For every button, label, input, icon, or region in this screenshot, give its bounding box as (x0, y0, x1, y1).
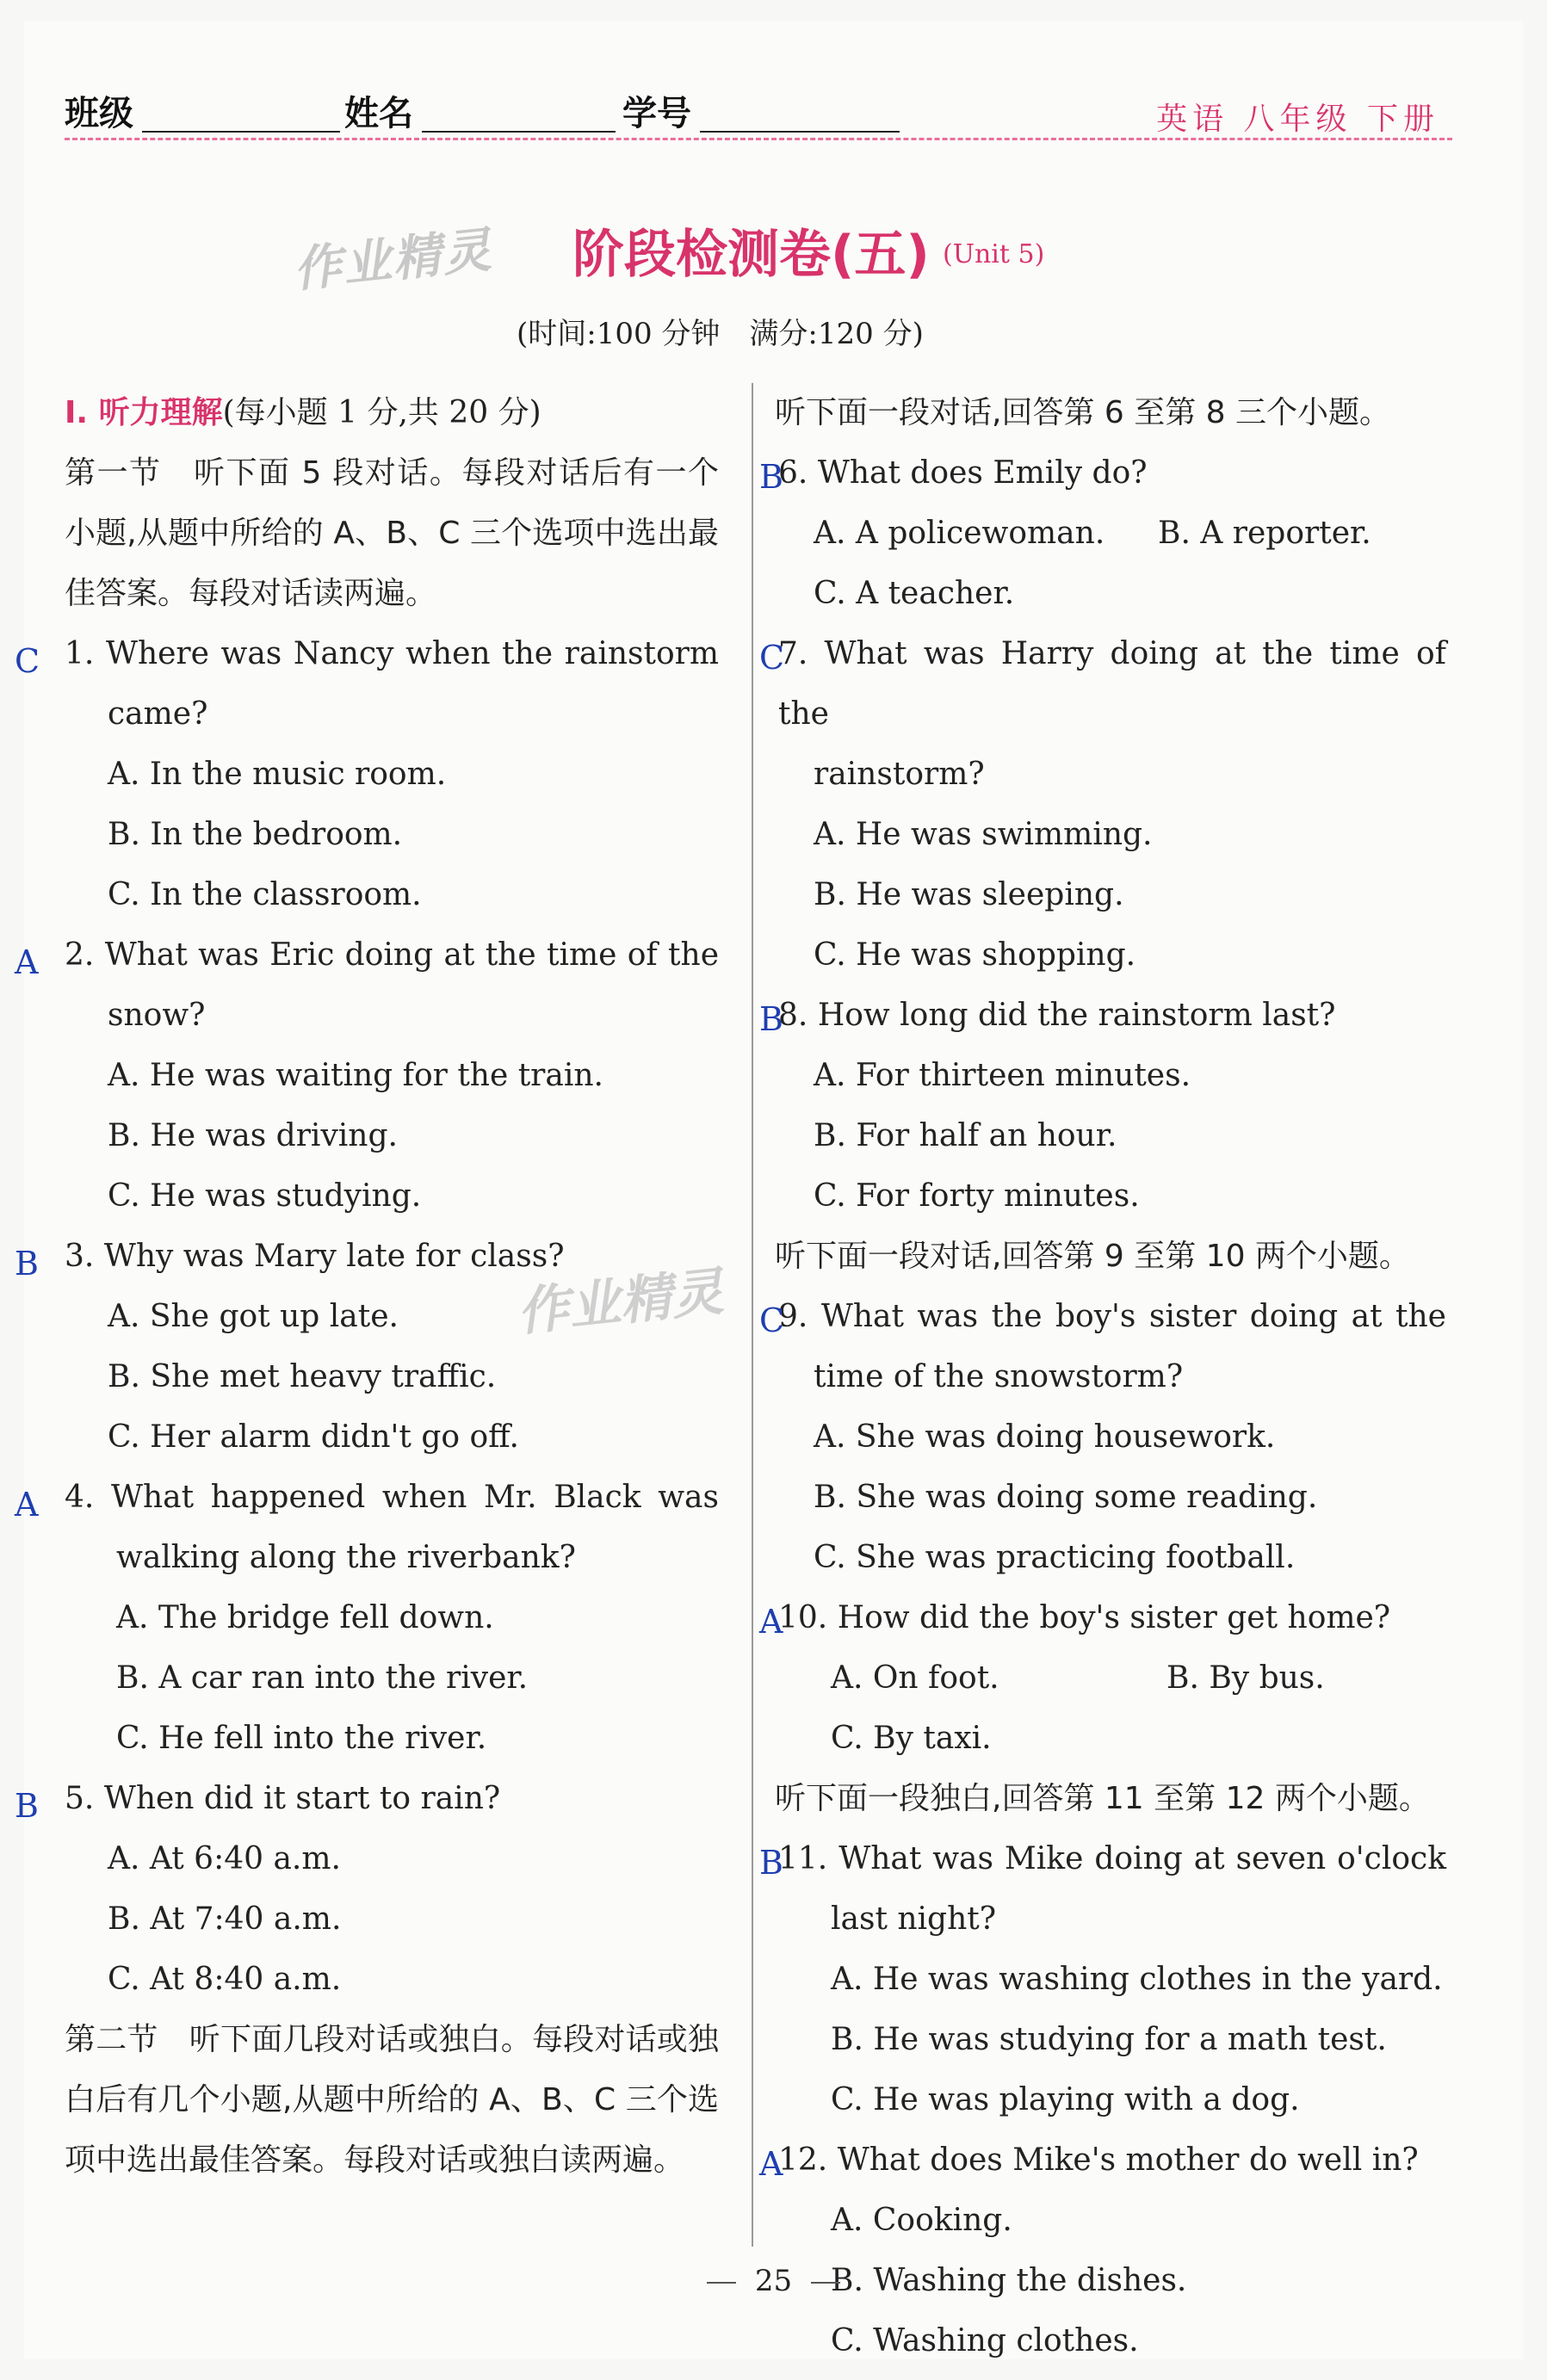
header-divider (65, 138, 1452, 140)
page-number: 25 (754, 2264, 793, 2298)
question-1 (15, 624, 719, 925)
question-2 (15, 925, 719, 1227)
option-a[interactable]: A. Cooking. (831, 2203, 1012, 2238)
question-number: 8. (778, 998, 808, 1033)
option-a[interactable]: A. On foot. (831, 1660, 999, 1696)
answer-mark: A (759, 2145, 783, 2183)
question-number: 4. (65, 1480, 95, 1515)
question-11 (759, 1829, 1447, 2130)
time-score-info: (时间:100 分钟 满分:120 分) (517, 317, 924, 351)
option-c[interactable]: C. For forty minutes. (814, 1178, 1140, 1214)
question-4 (15, 1468, 719, 1769)
number-blank[interactable] (700, 131, 900, 133)
question-number: 10. (778, 1600, 828, 1635)
question-number: 11. (778, 1841, 828, 1876)
option-b[interactable]: B. Washing the dishes. (831, 2263, 1187, 2298)
option-a[interactable]: A. The bridge fell down. (116, 1600, 494, 1635)
answer-mark: A (759, 1603, 783, 1641)
question-9 (759, 1287, 1446, 1588)
intro-q9-10: 听下面一段对话,回答第 9 至第 10 两个小题。 (775, 1239, 1410, 1274)
question-number: 2. (65, 937, 95, 973)
option-a[interactable]: A. She was doing housework. (814, 1419, 1276, 1455)
option-b[interactable]: B. She met heavy traffic. (108, 1359, 497, 1394)
intro-q6-8: 听下面一段对话,回答第 6 至第 8 三个小题。 (775, 395, 1391, 430)
question-7 (759, 624, 1446, 986)
watermark-logo: 作业精灵 (290, 222, 496, 299)
option-c[interactable]: C. In the classroom. (108, 877, 422, 912)
part1-intro: 第一节 听下面 5 段对话。每段对话后有一个小题,从题中所给的 A、B、C 三个选项中选出最佳答案。每段对话读两遍。 (65, 455, 719, 611)
option-c[interactable]: C. Washing clothes. (831, 2323, 1139, 2358)
question-stem-cont: last night? (831, 1901, 997, 1937)
question-stem-cont: snow? (108, 998, 206, 1033)
option-b[interactable]: B. A reporter. (1158, 516, 1371, 551)
question-stem-cont: time of the snowstorm? (814, 1359, 1184, 1394)
option-a[interactable]: A. A policewoman. (814, 516, 1105, 551)
option-b[interactable]: B. For half an hour. (814, 1118, 1117, 1153)
name-blank[interactable] (422, 131, 616, 133)
question-5 (15, 1769, 719, 2010)
question-number: 12. (778, 2142, 828, 2178)
option-b[interactable]: B. He was driving. (108, 1118, 398, 1153)
section-note: (每小题 1 分,共 20 分) (222, 395, 541, 430)
option-c[interactable]: C. She was practicing football. (814, 1540, 1296, 1575)
option-c[interactable]: C. He fell into the river. (116, 1721, 487, 1756)
answer-mark: B (15, 1787, 39, 1825)
page-number-footer (0, 2264, 1547, 2298)
question-number: 5. (65, 1781, 95, 1816)
option-b[interactable]: B. He was sleeping. (814, 877, 1124, 912)
question-stem-cont: came? (108, 696, 208, 732)
name-label: 姓名 (344, 94, 413, 133)
option-a[interactable]: A. For thirteen minutes. (814, 1058, 1191, 1093)
question-stem: What happened when Mr. Black was (110, 1480, 719, 1515)
option-b[interactable]: B. He was studying for a math test. (831, 2022, 1387, 2057)
question-stem: What does Emily do? (817, 455, 1148, 491)
section-heading (65, 383, 719, 443)
question-number: 6. (778, 455, 808, 491)
option-c[interactable]: C. Her alarm didn't go off. (108, 1419, 519, 1455)
question-stem: What does Mike's mother do well in? (837, 2142, 1419, 2178)
option-b[interactable]: B. In the bedroom. (108, 817, 403, 852)
question-number: 7. (778, 636, 808, 671)
option-c[interactable]: C. By taxi. (831, 1721, 992, 1756)
answer-mark: B (759, 1844, 783, 1882)
option-b[interactable]: B. She was doing some reading. (814, 1480, 1318, 1515)
question-stem: How long did the rainstorm last? (817, 998, 1336, 1033)
option-c[interactable]: C. He was shopping. (814, 937, 1136, 973)
answer-mark: A (15, 1486, 39, 1524)
question-10 (759, 1588, 1446, 1769)
answer-mark: A (15, 943, 39, 981)
intro-q11-12: 听下面一段独白,回答第 11 至第 12 两个小题。 (775, 1781, 1430, 1816)
page-title: 阶段检测卷(五) (572, 225, 930, 285)
answer-mark: C (759, 1301, 785, 1339)
option-b[interactable]: B. At 7:40 a.m. (108, 1901, 342, 1937)
section-title: Ⅰ. 听力理解 (65, 395, 223, 430)
option-a[interactable]: A. He was swimming. (814, 817, 1153, 852)
dash-left (707, 2282, 736, 2284)
class-label: 班级 (65, 94, 133, 133)
question-stem: What was Mike doing at seven o'clock (838, 1841, 1447, 1876)
option-c[interactable]: C. He was playing with a dog. (831, 2082, 1300, 2117)
class-blank[interactable] (142, 131, 340, 133)
question-stem: Where was Nancy when the rainstorm (105, 636, 719, 671)
option-a[interactable]: A. In the music room. (108, 757, 447, 792)
answer-mark: C (759, 639, 785, 677)
option-b[interactable]: B. A car ran into the river. (116, 1660, 529, 1696)
option-c[interactable]: C. He was studying. (108, 1178, 422, 1214)
option-a[interactable]: A. He was waiting for the train. (108, 1058, 603, 1093)
question-6 (759, 443, 1446, 624)
question-stem: What was Eric doing at the time of the (104, 937, 719, 973)
option-a[interactable]: A. He was washing clothes in the yard. (831, 1962, 1443, 1997)
option-b[interactable]: B. By bus. (1166, 1660, 1325, 1696)
subject-label: 英语 八年级 下册 (1156, 102, 1439, 137)
question-8 (759, 986, 1446, 1227)
part2-intro: 第二节 听下面几段对话或独白。每段对话或独白后有几个小题,从题中所给的 A、B、C 三个选项中选出最佳答案。每段对话或独白读两遍。 (65, 2022, 719, 2178)
question-number: 1. (65, 636, 95, 671)
question-stem-cont: rainstorm? (814, 757, 985, 792)
question-stem: What was Harry doing at the time of the (778, 636, 1446, 732)
column-divider (752, 383, 753, 2247)
option-a[interactable]: A. At 6:40 a.m. (108, 1841, 341, 1876)
question-number: 9. (778, 1299, 808, 1334)
question-stem: What was the boy's sister doing at the (820, 1299, 1446, 1334)
option-c[interactable]: C. At 8:40 a.m. (108, 1962, 342, 1997)
answer-mark: C (15, 642, 40, 680)
number-label: 学号 (622, 94, 691, 133)
question-stem-cont: walking along the riverbank? (116, 1540, 576, 1575)
dash-right (811, 2282, 840, 2284)
answer-mark: B (15, 1245, 39, 1283)
question-stem: Why was Mary late for class? (103, 1239, 565, 1274)
option-c[interactable]: C. A teacher. (814, 576, 1015, 611)
option-a[interactable]: A. She got up late. (108, 1299, 399, 1334)
question-stem: How did the boy's sister get home? (837, 1600, 1391, 1635)
answer-mark: B (759, 458, 783, 496)
watermark-logo-2: 作业精灵 (514, 1261, 727, 1344)
unit-label: (Unit 5) (943, 239, 1045, 269)
answer-mark: B (759, 1000, 783, 1038)
question-number: 3. (65, 1239, 95, 1274)
question-stem: When did it start to rain? (103, 1781, 501, 1816)
